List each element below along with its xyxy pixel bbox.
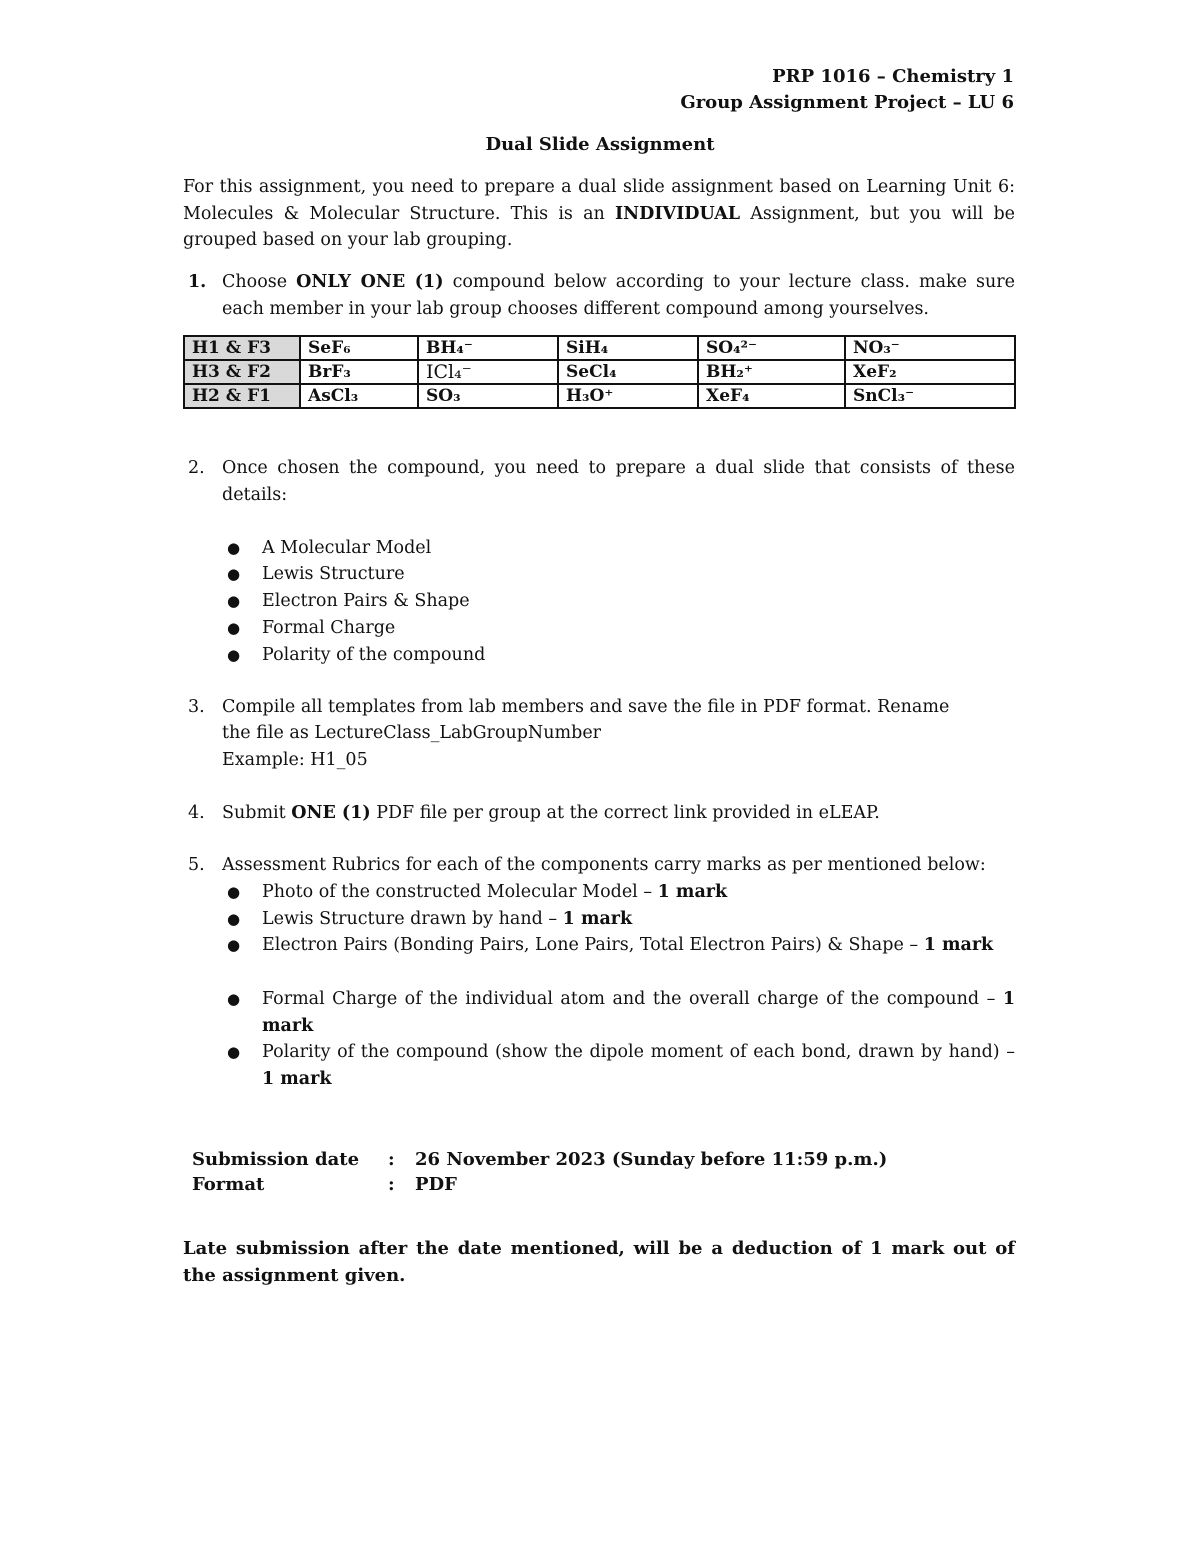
format-value: PDF <box>415 1174 457 1195</box>
bullet-icon: ● <box>227 619 241 637</box>
compound-cell: XeF₂ <box>845 360 1015 384</box>
assignment-title: Dual Slide Assignment <box>485 134 715 155</box>
compound-cell: AsCl₃ <box>300 384 418 408</box>
step-4-text: Submit ONE (1) PDF file per group at the correct link provided in eLEAP. <box>222 803 880 823</box>
rubric-item: Polarity of the compound (show the dipole moment of each bond, drawn by hand) – 1 mark <box>262 1042 1015 1089</box>
detail-item: Polarity of the compound <box>262 645 486 665</box>
compound-cell: SiH₄ <box>558 336 698 360</box>
project-title: Group Assignment Project – LU 6 <box>680 92 1014 113</box>
step-1-text: Choose ONLY ONE (1) compound below according to your lecture class. make sure each member in your lab group chooses different compound among yourselves. <box>222 272 1015 319</box>
bullet-icon: ● <box>227 592 241 610</box>
step-3-line-2: the file as LectureClass_LabGroupNumber <box>222 723 602 743</box>
rubric-item: Lewis Structure drawn by hand – 1 mark <box>262 909 633 929</box>
compound-cell: SnCl₃⁻ <box>845 384 1015 408</box>
table-row <box>184 360 1015 384</box>
compound-cell: SO₃ <box>418 384 558 408</box>
detail-item: Electron Pairs & Shape <box>262 591 470 611</box>
rubric-item: Formal Charge of the individual atom and the overall charge of the compound – 1 mark <box>262 989 1015 1036</box>
compound-cell: SeF₆ <box>300 336 418 360</box>
step-2-text: Once chosen the compound, you need to prepare a dual slide that consists of these details: <box>222 458 1015 505</box>
step-3-line-1: Compile all templates from lab members and save the file in PDF format. Rename <box>222 697 950 717</box>
detail-item: A Molecular Model <box>262 538 432 558</box>
step-5-text: Assessment Rubrics for each of the components carry marks as per mentioned below: <box>222 855 986 875</box>
bullet-icon: ● <box>227 910 241 928</box>
step-4-number: 4. <box>188 803 205 823</box>
compound-cell: BH₄⁻ <box>418 336 558 360</box>
step-3-line-3: Example: H1_05 <box>222 750 368 770</box>
compound-cell: H₃O⁺ <box>558 384 698 408</box>
step-3-number: 3. <box>188 697 205 717</box>
bullet-icon: ● <box>227 1043 241 1061</box>
class-cell: H2 & F1 <box>184 384 300 408</box>
separator: : <box>388 1149 395 1170</box>
compound-table <box>183 335 1016 409</box>
bullet-icon: ● <box>227 990 241 1008</box>
step-1-number: 1. <box>188 272 207 292</box>
class-cell: H1 & F3 <box>184 336 300 360</box>
bullet-icon: ● <box>227 883 241 901</box>
course-title: PRP 1016 – Chemistry 1 <box>772 66 1014 87</box>
bullet-icon: ● <box>227 539 241 557</box>
compound-cell: BH₂⁺ <box>698 360 845 384</box>
compound-cell: SO₄²⁻ <box>698 336 845 360</box>
submission-date-value: 26 November 2023 (Sunday before 11:59 p.m.) <box>415 1149 888 1170</box>
step-5-number: 5. <box>188 855 205 875</box>
compound-cell: BrF₃ <box>300 360 418 384</box>
format-label: Format <box>192 1174 265 1195</box>
compound-cell: SeCl₄ <box>558 360 698 384</box>
table-row <box>184 336 1015 360</box>
bullet-icon: ● <box>227 936 241 954</box>
step-2-number: 2. <box>188 458 205 478</box>
compound-cell: NO₃⁻ <box>845 336 1015 360</box>
late-submission-note: Late submission after the date mentioned, will be a deduction of 1 mark out of the assignment given. <box>183 1238 1015 1286</box>
intro-paragraph: For this assignment, you need to prepare a dual slide assignment based on Learning Unit 6: Molecules & Molecular Structure. This is an INDIVIDUAL Assignment, but you will be grouped based on your lab grouping. <box>183 177 1015 250</box>
rubric-item: Photo of the constructed Molecular Model – 1 mark <box>262 882 728 902</box>
compound-cell: ICl₄⁻ <box>418 360 558 384</box>
class-cell: H3 & F2 <box>184 360 300 384</box>
bullet-icon: ● <box>227 565 241 583</box>
rubric-item: Electron Pairs (Bonding Pairs, Lone Pairs, Total Electron Pairs) & Shape – 1 mark <box>262 935 994 955</box>
detail-item: Formal Charge <box>262 618 396 638</box>
separator: : <box>388 1174 395 1195</box>
submission-date-label: Submission date <box>192 1149 360 1170</box>
bullet-icon: ● <box>227 646 241 664</box>
table-row <box>184 384 1015 408</box>
compound-cell: XeF₄ <box>698 384 845 408</box>
detail-item: Lewis Structure <box>262 564 405 584</box>
